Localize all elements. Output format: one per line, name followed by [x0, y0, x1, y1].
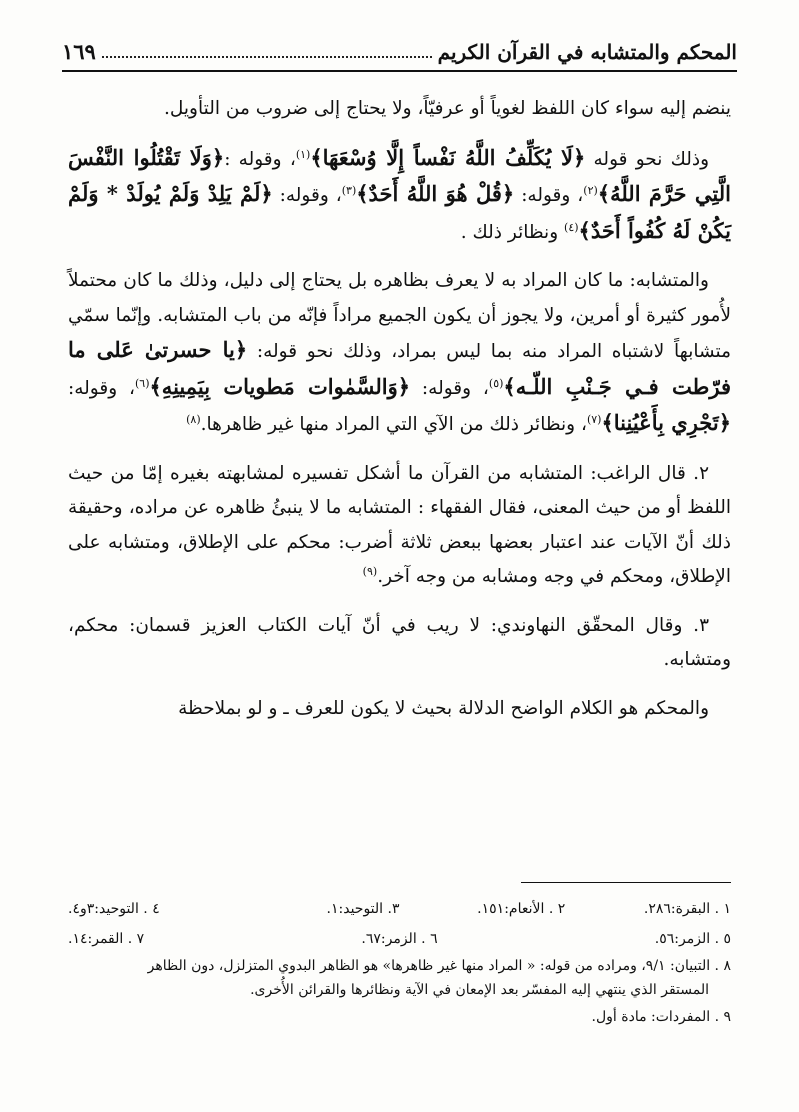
paragraph-6	[68, 692, 731, 727]
footnote-ref-2: (٢)	[583, 183, 598, 197]
footnote-2: ٢ . الأنعام:١٥١.	[477, 901, 566, 917]
footnote-ref-1: (١)	[295, 147, 311, 161]
p2-text-e: ونظائر ذلك .	[460, 221, 565, 243]
header-rule	[62, 70, 737, 72]
footnote-1: ١ . البقرة:٢٨٦.	[643, 901, 731, 917]
p2-text-d: ، وقوله:	[272, 185, 342, 206]
quran-verse-5: ﴿يا حسرتىٰ عَلى ما فرّطت فـي جَـنْبِ اللّـه﴾	[68, 337, 731, 399]
header-title: المحكم والمتشابه في القرآن الكريم	[437, 40, 737, 64]
footnote-5: ٥ . الزمر:٥٦.	[654, 931, 731, 947]
footnote-separator	[521, 882, 731, 883]
paragraph-4	[68, 457, 731, 595]
p6-text: والمحكم هو الكلام الواضح الدلالة بحيث لا يكون للعرف ـ و لو بملاحظة	[178, 697, 709, 719]
quran-verse-6: ﴿وَالسَّمٰوات مَطويات بِيَمِينِهِ﴾	[149, 373, 411, 399]
footnote-3: ٣. التوحيد:١.	[326, 901, 400, 917]
running-header	[62, 34, 737, 64]
p2-text-c: ، وقوله:	[514, 185, 584, 206]
p5-text: ٣. وقال المحقّق النهاوندي: لا ريب في أنّ آيات الكتاب العزيز قسمان: محكم، ومتشابه.	[68, 614, 731, 670]
paragraph-3	[68, 264, 731, 443]
quran-verse-2: ﴿وَلَا تَقْتُلُوا النَّفْسَ الَّتِي حَرَّمَ اللَّهُ﴾	[68, 144, 731, 206]
footnote-ref-7: (٧)	[586, 412, 602, 426]
p3-text-d: ، ونظائر ذلك من الآي التي المراد منها غير ظاهرها.	[200, 414, 587, 435]
footnote-ref-6: (٦)	[134, 376, 150, 390]
main-text	[68, 92, 731, 740]
p3-text-a: والمتشابه: ما كان المراد به لا يعرف بظاهره بل يحتاج إلى دليل، وذلك ما كان محتملاً لأُمور كثيرة أو أمرين، ولا يجوز أن يكون الجميع مراداً فإنّه من باب المتشابه. وإنّما سمّي متشابهاً لاشتباه المراد منه بما ليس بمراد، وذلك نحو قوله:	[68, 270, 731, 362]
footnote-ref-5: (٥)	[488, 376, 504, 390]
footnote-ref-9: (٩)	[362, 564, 378, 578]
paragraph-1	[68, 92, 731, 127]
footnote-ref-3: (٣)	[341, 183, 357, 197]
footnotes	[68, 894, 731, 1032]
p2-text-b: ، وقوله :	[224, 148, 296, 170]
footnote-6: ٦ . الزمر:٦٧.	[361, 931, 438, 947]
p3-text-c: ، وقوله:	[68, 377, 135, 399]
footnote-ref-8: (٨)	[186, 412, 201, 426]
footnote-row-1	[68, 894, 731, 924]
page-number: ١٦٩	[62, 39, 96, 64]
footnote-row-2	[68, 924, 731, 954]
quran-verse-3: ﴿قُلْ هُوَ اللَّهُ أَحَدٌ﴾	[356, 181, 515, 206]
footnote-8	[68, 954, 731, 1002]
footnote-ref-4: (٤)	[564, 220, 579, 234]
quran-verse-7: ﴿تَجْرِي بِأَعْيُنِنا﴾	[601, 410, 731, 435]
paragraph-5	[68, 609, 731, 678]
paragraph-2	[68, 141, 731, 251]
p4-text: ٢. قال الراغب: المتشابه من القرآن ما أشكل تفسيره لمشابهته بغيره إمّا من حيث اللفظ أو من حيث المعنى، فقال الفقهاء : المتشابه ما لا ينبئُ ظاهره عن مراده، وحقيقة ذلك أنّ الآيات عند اعتبار بعضها ببعض ثلاثة أضرب: محكم على الإطلاق، ومتشابه على الإطلاق، ومحكم في وجه ومشابه من وجه آخر.	[68, 462, 731, 587]
footnote-4: ٤ . التوحيد:٣و٤.	[68, 901, 160, 917]
footnote-8-line-2: المستقر الذي ينتهي إليه المفسّر بعد الإمعان في الآية ونظائرها والقرائن الأُخرى.	[250, 982, 709, 998]
quran-verse-4: ﴿لَمْ يَلِدْ وَلَمْ يُولَدْ * وَلَمْ يَكُنْ لَهُ كُفُواً أَحَدٌ﴾	[68, 181, 731, 243]
p2-text-a: وذلك نحو قوله	[585, 148, 710, 170]
footnote-9: ٩ . المفردات: مادة أول.	[591, 1009, 731, 1025]
quran-verse-1: ﴿لَا يُكَلِّفُ اللَّهُ نَفْساً إِلَّا وُسْعَهَا﴾	[310, 144, 586, 170]
p3-text-b: ، وقوله:	[410, 377, 489, 399]
header-dot-leader	[102, 55, 432, 58]
footnote-7: ٧ . القمر:١٤.	[68, 931, 145, 947]
footnote-8-line-1: ٨ . التبيان: ٩/١، ومراده من قوله: « المراد منها غير ظاهرها» هو الظاهر البدوي المتزلزل، دون الظاهر	[147, 958, 731, 974]
paragraph-1-text: ينضم إليه سواء كان اللفظ لغوياً أو عرفيّاً، ولا يحتاج إلى ضروب من التأويل.	[164, 98, 731, 119]
